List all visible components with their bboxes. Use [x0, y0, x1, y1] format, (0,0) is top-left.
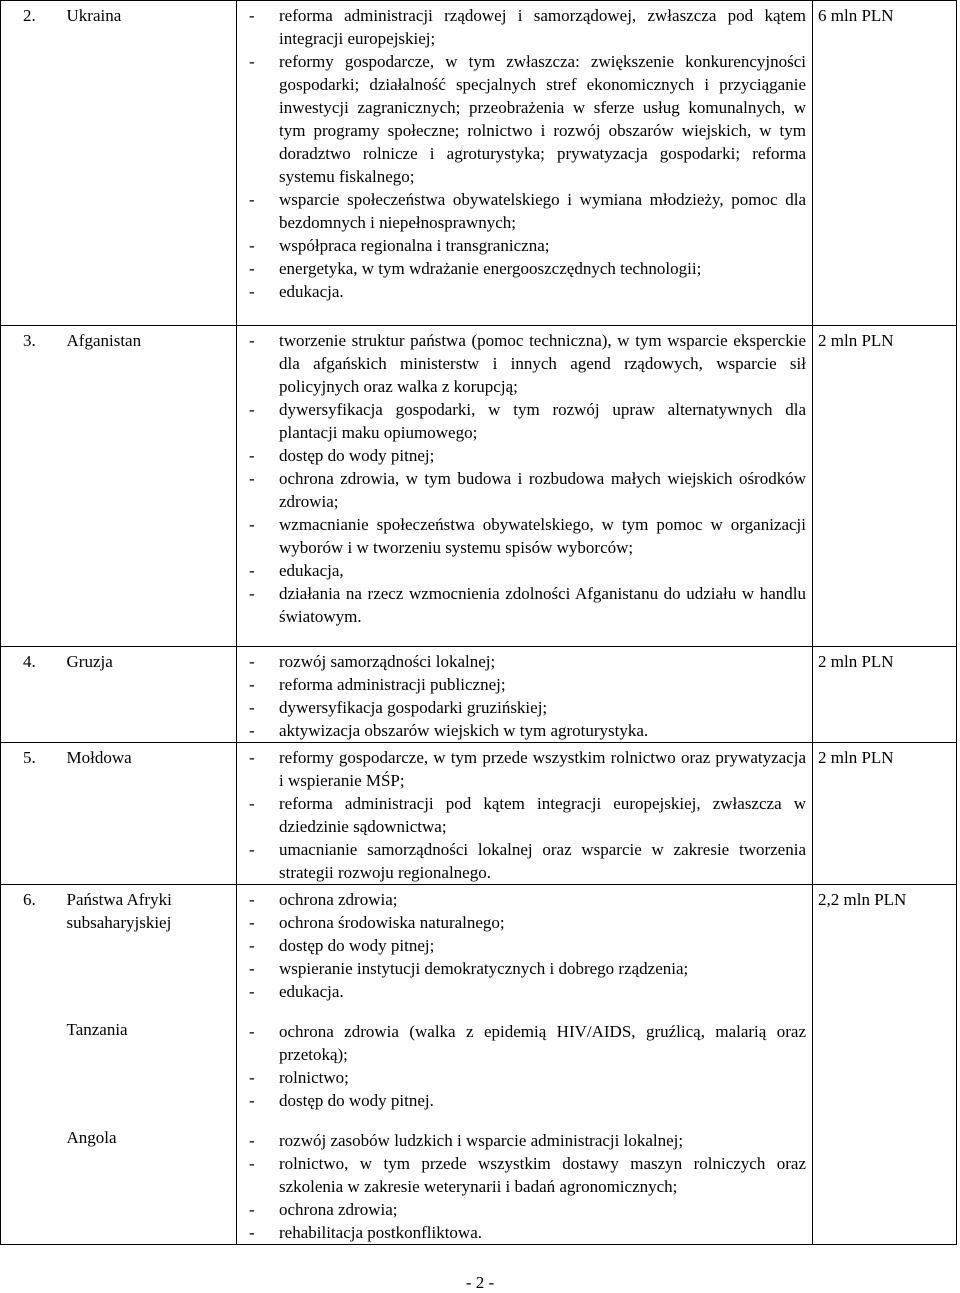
- country-name: Ukraina: [65, 1, 237, 326]
- list-item: - dostęp do wody pitnej;: [237, 934, 806, 957]
- priority-list: [237, 1129, 812, 1244]
- list-item: - dywersyfikacja gospodarki gruzińskiej;: [237, 696, 806, 719]
- row-number: 5.: [1, 743, 65, 885]
- tanzania-group: [237, 1020, 812, 1112]
- list-item: - współpraca regionalna i transgraniczna;: [237, 234, 806, 257]
- budget-amount: 2 mln PLN: [813, 647, 957, 743]
- table-row: [1, 885, 957, 1245]
- list-item: - edukacja.: [237, 280, 806, 303]
- list-item: - reformy gospodarcze, w tym przede wszystkim rolnictwo oraz prywatyzacja i wspieranie MŚP;: [237, 746, 806, 792]
- priority-list: [237, 888, 812, 1003]
- list-item: - reformy gospodarcze, w tym zwłaszcza: zwiększenie konkurencyjności gospodarki; działalność specjalnych stref ekonomicznych i przyciąganie inwestycji zagranicznych; przeobrażenia w sferze usług komunalnych, w tym programy społeczne; rolnictwo i rozwój obszarów wiejskich, w tym doradztwo rolnicze i agroturystyka; prywatyzacja gospodarki; reforma systemu fiskalnego;: [237, 50, 806, 188]
- row-number: 6.: [1, 885, 65, 1245]
- list-item: - wspieranie instytucji demokratycznych i dobrego rządzenia;: [237, 957, 806, 980]
- list-item: - dostęp do wody pitnej;: [237, 444, 806, 467]
- list-item: - ochrona zdrowia;: [237, 888, 806, 911]
- list-item: - reforma administracji pod kątem integracji europejskiej, zwłaszcza w dziedzinie sądownictwa;: [237, 792, 806, 838]
- list-item: - rozwój samorządności lokalnej;: [237, 650, 806, 673]
- list-item: - rozwój zasobów ludzkich i wsparcie administracji lokalnej;: [237, 1129, 806, 1152]
- list-item: - działania na rzecz wzmocnienia zdolności Afganistanu do udziału w handlu światowym.: [237, 582, 806, 628]
- list-item: - edukacja.: [237, 980, 806, 1003]
- region-group: [237, 888, 812, 1003]
- list-item: - energetyka, w tym wdrażanie energooszczędnych technologii;: [237, 257, 806, 280]
- page-number: - 2 -: [465, 1273, 495, 1292]
- priority-list: [237, 4, 812, 303]
- country-name: Państwa Afryki subsaharyjskiej: [66, 890, 172, 932]
- row-number: 3.: [1, 326, 65, 647]
- priority-list-cell: [237, 743, 813, 885]
- list-item: - rolnictwo, w tym przede wszystkim dostawy maszyn rolniczych oraz szkolenia w zakresie weterynarii i badań agronomicznych;: [237, 1152, 806, 1198]
- row-number: 4.: [1, 647, 65, 743]
- list-item: - wsparcie społeczeństwa obywatelskiego i wymiana młodzieży, pomoc dla bezdomnych i niepełnosprawnych;: [237, 188, 806, 234]
- list-item: - dostęp do wody pitnej.: [237, 1089, 806, 1112]
- priority-list-cell: [237, 1, 813, 326]
- list-item: - aktywizacja obszarów wiejskich w tym agroturystyka.: [237, 719, 806, 742]
- country-cell: [65, 885, 237, 1245]
- list-item: - ochrona środowiska naturalnego;: [237, 911, 806, 934]
- list-item: - ochrona zdrowia (walka z epidemią HIV/AIDS, gruźlicą, malarią oraz przetoką);: [237, 1020, 806, 1066]
- priority-list: [237, 746, 812, 884]
- budget-amount: 2,2 mln PLN: [813, 885, 957, 1245]
- sub-country-name: Angola: [66, 1128, 117, 1147]
- list-item: - ochrona zdrowia, w tym budowa i rozbudowa małych wiejskich ośrodków zdrowia;: [237, 467, 806, 513]
- priority-list: [237, 1020, 812, 1112]
- table-row: [1, 647, 957, 743]
- list-item: - ochrona zdrowia;: [237, 1198, 806, 1221]
- list-item: - rolnictwo;: [237, 1066, 806, 1089]
- country-name: Afganistan: [65, 326, 237, 647]
- budget-amount: 6 mln PLN: [813, 1, 957, 326]
- list-item: - rehabilitacja postkonfliktowa.: [237, 1221, 806, 1244]
- list-item: - tworzenie struktur państwa (pomoc techniczna), w tym wsparcie eksperckie dla afgańskich ministerstw i innych agend rządowych, wsparcie sił policyjnych oraz walka z korupcją;: [237, 329, 806, 398]
- table-row: [1, 1, 957, 326]
- sub-country-name: Tanzania: [66, 1020, 128, 1039]
- list-item: - reforma administracji rządowej i samorządowej, zwłaszcza pod kątem integracji europejskiej;: [237, 4, 806, 50]
- list-item: - reforma administracji publicznej;: [237, 673, 806, 696]
- table-row: [1, 743, 957, 885]
- country-name: Mołdowa: [65, 743, 237, 885]
- budget-amount: 2 mln PLN: [813, 743, 957, 885]
- priority-list-cell: [237, 647, 813, 743]
- priority-list-cell: [237, 885, 813, 1245]
- list-item: - wzmacnianie społeczeństwa obywatelskiego, w tym pomoc w organizacji wyborów i w tworzeniu systemu spisów wyborców;: [237, 513, 806, 559]
- list-item: - dywersyfikacja gospodarki, w tym rozwój upraw alternatywnych dla plantacji maku opiumowego;: [237, 398, 806, 444]
- list-item: - edukacja,: [237, 559, 806, 582]
- row-number: 2.: [1, 1, 65, 326]
- angola-group: [237, 1129, 812, 1244]
- priority-list-cell: [237, 326, 813, 647]
- priority-list: [237, 650, 812, 742]
- country-name: Gruzja: [65, 647, 237, 743]
- priority-list: [237, 329, 812, 628]
- table-row: [1, 326, 957, 647]
- list-item: - umacnianie samorządności lokalnej oraz wsparcie w zakresie tworzenia strategii rozwoju regionalnego.: [237, 838, 806, 884]
- budget-amount: 2 mln PLN: [813, 326, 957, 647]
